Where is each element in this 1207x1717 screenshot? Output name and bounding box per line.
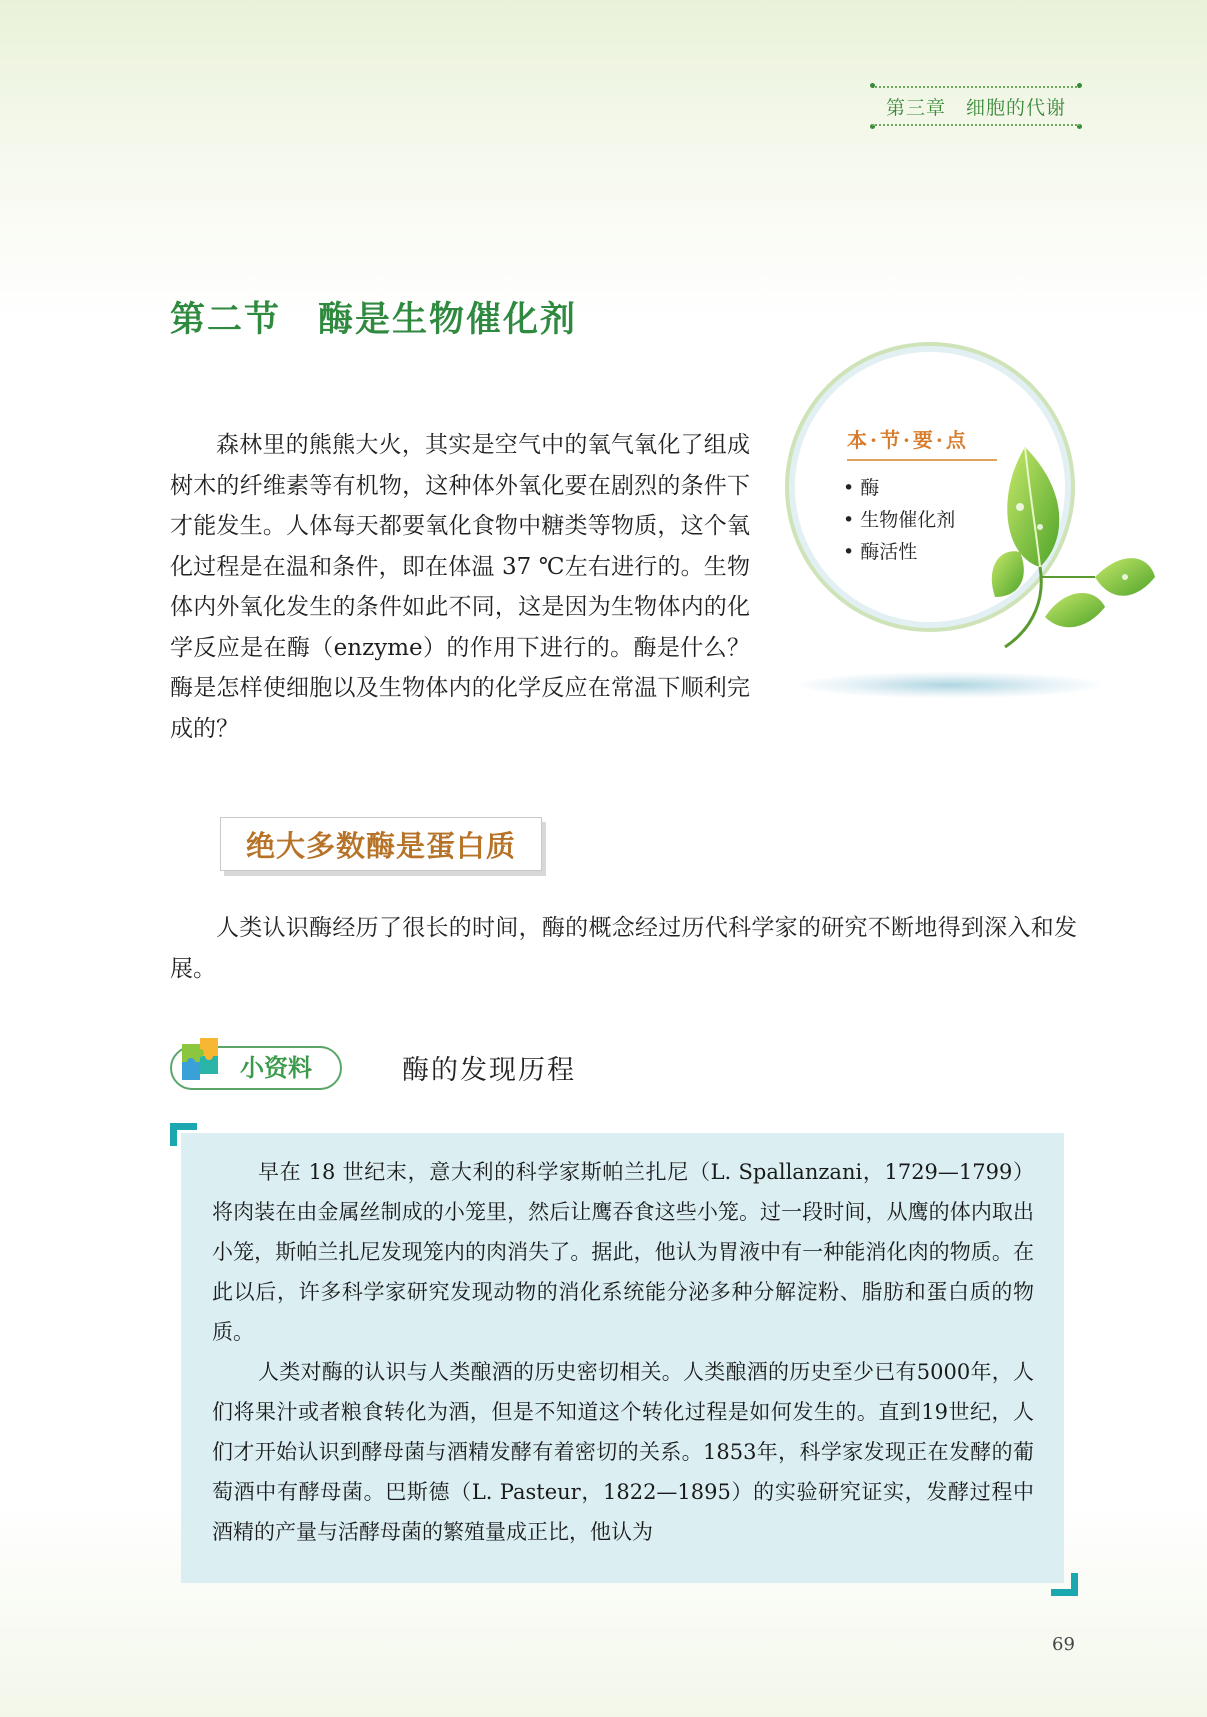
key-point-item: • 生物催化剂 [843,504,955,536]
chapter-header [872,86,1080,126]
data-paragraph: 早在 18 世纪末，意大利的科学家斯帕兰扎尼（L. Spallanzani，1729—1799）将肉装在由金属丝制成的小笼里，然后让鹰吞食这些小笼。过一段时间，从鹰的体内取出小笼，斯帕兰扎尼发现笼内的肉消失了。据此，他认为胃液中有一种能消化肉的物质。在此以后，许多科学家研究发现动物的消化系统能分泌多种分解淀粉、脂肪和蛋白质的物质。 [212,1160,1034,1344]
key-point-item: • 酶活性 [843,536,955,568]
header-dot [870,83,875,88]
chapter-title: 第三章 细胞的代谢 [885,96,1066,119]
corner-decoration [170,1123,197,1146]
key-points-shadow [800,672,1100,698]
page-number: 69 [1052,1634,1075,1655]
body-paragraph: 人类认识酶经历了很长的时间，酶的概念经过历代科学家的研究不断地得到深入和发展。 [170,915,1077,982]
data-tag [170,1036,342,1092]
subsection-heading: 绝大多数酶是蛋白质 [220,817,542,871]
section-title: 第二节 酶是生物催化剂 [170,299,578,340]
data-tag-label: 小资料 [240,1054,312,1082]
header-dot [870,124,875,129]
data-box-text [212,1152,1034,1552]
intro-paragraph: 森林里的熊熊大火，其实是空气中的氧气氧化了组成树木的纤维素等有机物，这种体外氧化要在剧烈的条件下才能发生。人体每天都要氧化食物中糖类等物质，这个氧化过程是在温和条件，即在体温 37 ℃左右进行的。生物体内外氧化发生的条件如此不同，这是因为生物体内的化学反应是在酶（enzyme）的作用下进行的。酶是什么？酶是怎样使细胞以及生物体内的化学反应在常温下顺利完成的？ [170,432,750,742]
leaf-icon [985,427,1155,657]
header-dot [1077,124,1082,129]
key-point-item: • 酶 [843,472,955,504]
puzzle-icon [178,1036,234,1092]
corner-decoration [1051,1573,1078,1596]
data-box-title: 酶的发现历程 [402,1055,576,1086]
key-points-title: 本·节·要·点 [847,424,997,461]
header-dot [1077,83,1082,88]
key-points-list [843,472,955,568]
data-paragraph: 人类对酶的认识与人类酿酒的历史密切相关。人类酿酒的历史至少已有5000年，人们将果汁或者粮食转化为酒，但是不知道这个转化过程是如何发生的。直到19世纪，人们才开始认识到酵母菌与酒精发酵有着密切的关系。1853年，科学家发现正在发酵的葡萄酒中有酵母菌。巴斯德（L. Pasteur，1822—1895）的实验研究证实，发酵过程中酒精的产量与活酵母菌的繁殖量成正比，他认为 [212,1360,1034,1544]
key-points-panel [795,352,1085,642]
